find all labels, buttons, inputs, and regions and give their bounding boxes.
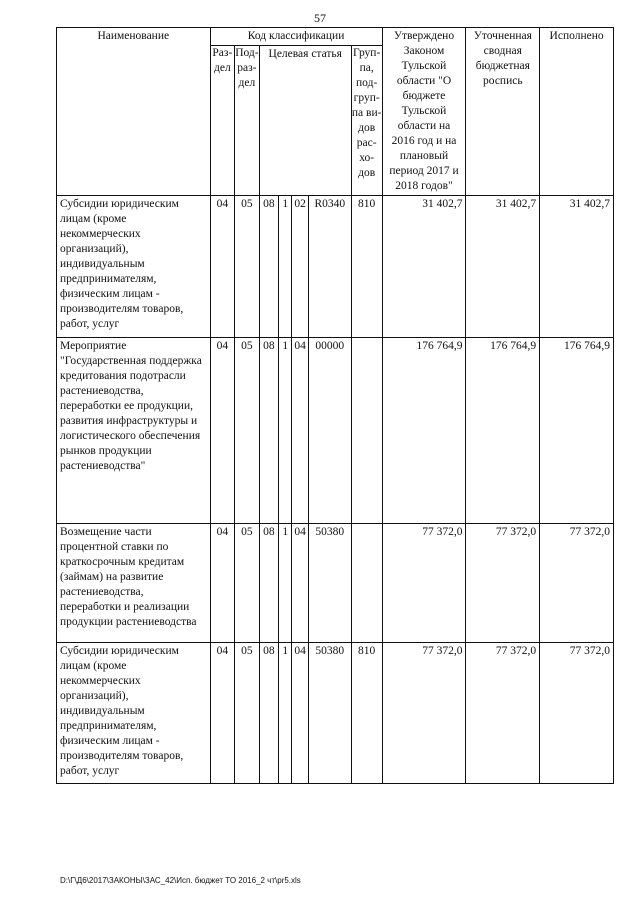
- header-section: Раз- дел: [210, 46, 235, 196]
- row-executed: 77 372,0: [540, 643, 614, 784]
- row-name: Возмещение части процентной ставки по краткосрочным кредитам (займам) на развитие растениеводства, переработки и реализации продукции растениеводства: [57, 524, 211, 643]
- row-section: 04: [210, 196, 235, 338]
- table-row: [57, 524, 614, 643]
- row-target-code: 50380: [308, 643, 351, 784]
- table-row: [57, 643, 614, 784]
- row-executed: 31 402,7: [540, 196, 614, 338]
- row-expense-type: [351, 524, 382, 643]
- row-executed: 176 764,9: [540, 338, 614, 524]
- header-subsection: Под- раз- дел: [235, 46, 260, 196]
- row-target-program: 08: [259, 524, 278, 643]
- row-target-event: 04: [292, 643, 308, 784]
- row-executed: 77 372,0: [540, 524, 614, 643]
- row-section: 04: [210, 643, 235, 784]
- footer-file-path: D:\Г\Д6\2017\ЗАКОНЫ\ЗАС_42\Исп. бюджет ТО 2016_2 чт\pr5.xls: [60, 876, 301, 885]
- header-target-article: Целевая статья: [259, 46, 351, 196]
- row-target-code: 50380: [308, 524, 351, 643]
- row-target-subprogram: 1: [279, 643, 292, 784]
- row-expense-type: 810: [351, 196, 382, 338]
- row-section: 04: [210, 338, 235, 524]
- header-approved: Утверждено Законом Тульской области "О бюджете Тульской области на 2016 год и на плановый период 2017 и 2018 годов": [382, 28, 466, 196]
- row-target-subprogram: 1: [279, 338, 292, 524]
- row-approved: 31 402,7: [382, 196, 466, 338]
- header-revised: Уточненная сводная бюджетная роспись: [466, 28, 540, 196]
- row-name: Субсидии юридическим лицам (кроме некоммерческих организаций), индивидуальным предпринимателям, физическим лицам - производителям товаров, работ, услуг: [57, 643, 211, 784]
- row-target-subprogram: 1: [279, 196, 292, 338]
- row-name: Субсидии юридическим лицам (кроме некоммерческих организаций), индивидуальным предпринимателям, физическим лицам - производителям товаров, работ, услуг: [57, 196, 211, 338]
- row-revised: 77 372,0: [466, 524, 540, 643]
- row-target-program: 08: [259, 338, 278, 524]
- row-revised: 77 372,0: [466, 643, 540, 784]
- row-approved: 176 764,9: [382, 338, 466, 524]
- header-row-top: [57, 28, 614, 46]
- row-target-event: 04: [292, 524, 308, 643]
- row-revised: 176 764,9: [466, 338, 540, 524]
- row-name: Мероприятие "Государственная поддержка кредитования подотрасли растениеводства, переработки ее продукции, развития инфраструктуры и логистического обеспечения рынков продукции растениеводства": [57, 338, 211, 524]
- page-number: 57: [314, 11, 326, 25]
- row-target-event: 02: [292, 196, 308, 338]
- row-target-code: 00000: [308, 338, 351, 524]
- row-subsection: 05: [235, 338, 260, 524]
- row-target-subprogram: 1: [279, 524, 292, 643]
- row-target-program: 08: [259, 196, 278, 338]
- header-expense-type: Груп- па, под- груп- па ви- дов рас- хо- дов: [351, 46, 382, 196]
- row-approved: 77 372,0: [382, 643, 466, 784]
- row-section: 04: [210, 524, 235, 643]
- header-name: Наименование: [57, 28, 211, 196]
- header-executed: Исполнено: [540, 28, 614, 196]
- header-code-classification: Код классификации: [210, 28, 382, 46]
- budget-table: [56, 27, 614, 784]
- row-target-event: 04: [292, 338, 308, 524]
- table-row: [57, 338, 614, 524]
- row-subsection: 05: [235, 196, 260, 338]
- row-approved: 77 372,0: [382, 524, 466, 643]
- row-target-program: 08: [259, 643, 278, 784]
- row-target-code: R0340: [308, 196, 351, 338]
- table-row: [57, 196, 614, 338]
- row-revised: 31 402,7: [466, 196, 540, 338]
- row-subsection: 05: [235, 643, 260, 784]
- row-subsection: 05: [235, 524, 260, 643]
- row-expense-type: 810: [351, 643, 382, 784]
- row-expense-type: [351, 338, 382, 524]
